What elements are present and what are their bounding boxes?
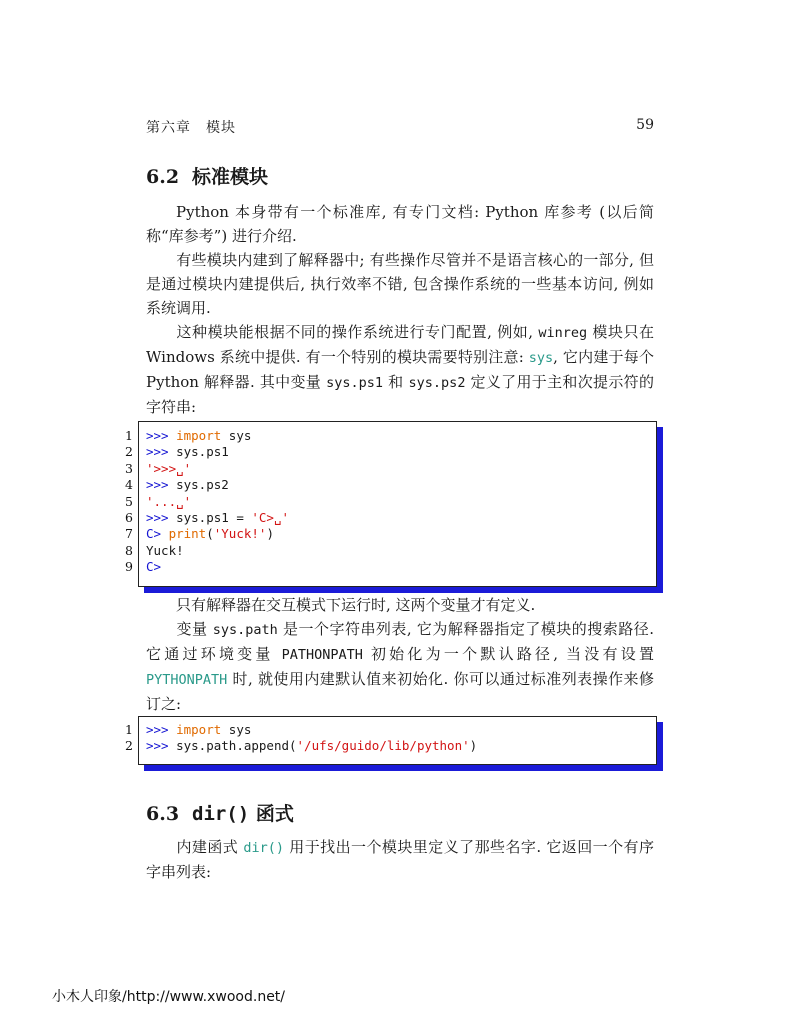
code-listing-sys-path: [125, 716, 657, 765]
line-number: 8: [125, 542, 133, 558]
code-string: '>>>␣': [146, 460, 192, 476]
code-prompt: >>>: [146, 444, 177, 460]
inline-code-sys-ps2: sys.ps2: [408, 375, 466, 391]
paragraph-dir-function: [146, 835, 654, 884]
section-title: 函式: [249, 803, 294, 825]
section-title-code: dir(): [192, 803, 250, 825]
paragraph-text: 只有解释器在交互模式下运行时, 这两个变量才有定义.: [176, 596, 536, 614]
page-number: 59: [636, 117, 654, 133]
paragraph-text: 和: [383, 373, 409, 391]
paragraph-builtin-modules: [146, 248, 654, 320]
paragraph-text: 有些模块内建到了解释器中; 有些操作尽管并不是语言核心的一部分, 但是通过模块内建提供后, 执行效率不错, 包含操作系统的一些基本访问, 例如系统调用.: [146, 251, 654, 317]
running-head: [146, 117, 654, 137]
inline-link-pythonpath[interactable]: PYTHONPATH: [146, 672, 228, 688]
inline-code-sys-path: sys.path: [212, 622, 278, 638]
code-line: [125, 542, 656, 559]
code-prompt: >>>: [146, 722, 177, 737]
paragraph-sys-module: [146, 320, 654, 419]
paragraph-text: , 它内建于每个 Python 解释器. 其中变量: [146, 348, 654, 391]
paragraph-text: 是一个字符串列表, 它为解释器指定了模块的搜索路径. 它通过环境变量: [146, 620, 654, 663]
code-text: sys: [221, 428, 252, 443]
code-keyword: import: [176, 428, 222, 443]
line-number: 4: [125, 477, 133, 493]
paragraph-text: 时, 就使用内建默认值来初始化. 你可以通过标准列表操作来修订之:: [146, 670, 654, 713]
section-title: 标准模块: [192, 166, 269, 188]
code-line: [125, 428, 656, 444]
line-number: 2: [125, 444, 133, 460]
code-line: [125, 493, 656, 510]
code-line: [125, 460, 656, 477]
chapter-title: 第六章 模块: [146, 120, 236, 136]
code-line: [125, 526, 656, 542]
code-line: [125, 738, 656, 754]
code-prompt: C>: [146, 526, 169, 542]
code-line: [125, 509, 656, 526]
code-string: 'C>␣': [251, 509, 290, 525]
code-prompt: >>>: [146, 738, 177, 754]
inline-link-dir[interactable]: dir(): [243, 840, 285, 856]
code-text: ): [469, 738, 478, 754]
code-text: sys.ps2: [176, 477, 229, 493]
code-text: sys: [221, 722, 252, 737]
line-number: 2: [125, 738, 133, 754]
line-number: 7: [125, 526, 133, 542]
line-number: 6: [125, 509, 133, 525]
code-text: sys.ps1: [176, 444, 229, 460]
paragraph-text: 这种模块能根据不同的操作系统进行专门配置, 例如,: [176, 323, 539, 341]
section-number: 6.2: [146, 166, 180, 188]
line-number: 1: [125, 428, 133, 443]
inline-code-sys-ps1: sys.ps1: [326, 375, 384, 391]
paragraph-text: 模块只在 Windows 系统中提供. 有一个特别的模块需要特别注意:: [146, 323, 654, 366]
footer-watermark[interactable]: 小木人印象/http://www.xwood.net/: [52, 989, 286, 1005]
code-line: [125, 477, 656, 493]
code-string: 'Yuck!': [213, 526, 267, 542]
line-number: 3: [125, 460, 133, 476]
section-heading-6-2: [146, 162, 268, 189]
code-prompt: >>>: [146, 509, 177, 525]
inline-code-pathonpath: PATHONPATH: [281, 647, 363, 663]
paragraph-text: Python 本身带有一个标准库, 有专门文档: Python 库参考 (以后简称“库参考”) 进行介绍.: [146, 203, 654, 245]
code-line: [125, 559, 656, 575]
code-prompt: C>: [146, 559, 162, 575]
line-number: 9: [125, 559, 133, 575]
section-number: 6.3: [146, 803, 180, 825]
paragraph-text: 用于找出一个模块里定义了那些名字. 它返回一个有序字串列表:: [146, 838, 654, 881]
code-line: [125, 722, 656, 738]
section-heading-6-3: [146, 799, 294, 826]
code-keyword: import: [176, 722, 222, 737]
paragraph-interactive-note: [146, 593, 654, 617]
line-number: 5: [125, 493, 133, 509]
code-text: Yuck!: [146, 542, 184, 558]
inline-code-winreg: winreg: [538, 325, 588, 341]
paragraph-sys-path: [146, 617, 654, 716]
paragraph-text: 变量: [176, 620, 213, 638]
inline-link-sys[interactable]: sys: [528, 350, 554, 366]
code-prompt: >>>: [146, 477, 177, 493]
code-keyword: print: [168, 526, 207, 542]
code-text: (: [206, 526, 214, 542]
paragraph-standard-library: [146, 200, 654, 248]
paragraph-text: 内建函式: [176, 838, 244, 856]
code-prompt: >>>: [146, 428, 177, 443]
paragraph-text: 初始化为一个默认路径, 当没有设置: [362, 645, 654, 663]
code-string: '...␣': [146, 493, 192, 509]
code-text: ): [266, 526, 274, 542]
code-line: [125, 444, 656, 460]
code-string: '/ufs/guido/lib/python': [296, 738, 470, 754]
line-number: 1: [125, 722, 133, 737]
paragraph-text: 定义了用于主和次提示符的字符串:: [146, 373, 654, 416]
code-text: sys.ps1 =: [176, 509, 252, 525]
code-text: sys.path.append(: [176, 738, 297, 754]
code-listing-prompts: [125, 421, 657, 587]
